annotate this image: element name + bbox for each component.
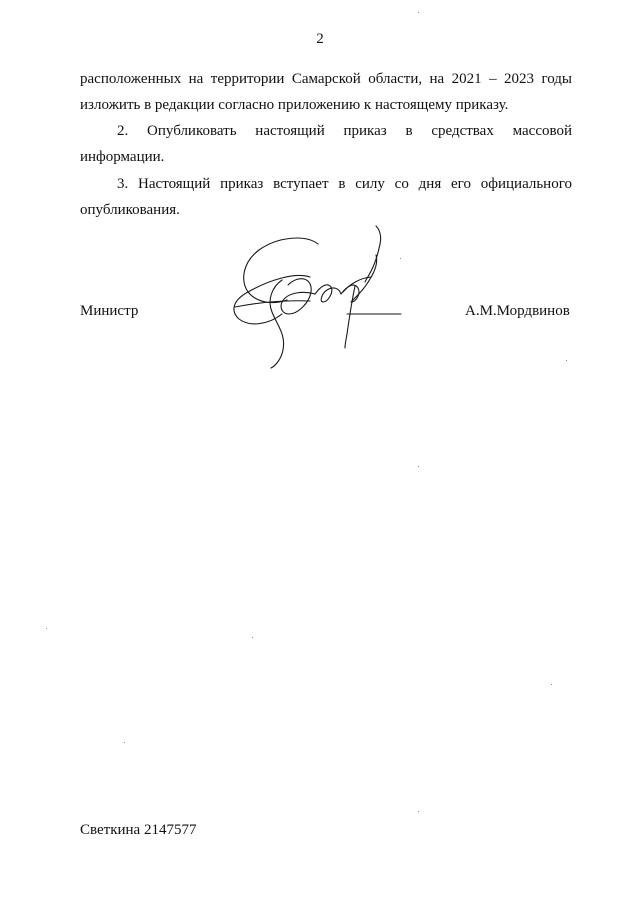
scan-speck [46,628,47,629]
paragraph-2-line-1: 2. Опубликовать настоящий приказ в средствах массовой [117,123,572,139]
scan-speck [551,684,552,685]
scan-speck [400,258,401,259]
paragraph-3-line-1: 3. Настоящий приказ вступает в силу со дня его официального [117,176,572,192]
signatory-name: А.М.Мордвинов [465,303,570,319]
signatory-position: Министр [80,303,139,319]
scan-speck [418,466,419,467]
page-number: 2 [316,31,324,47]
paragraph-1-line-1: расположенных на территории Самарской области, на 2021 – 2023 годы [80,71,572,87]
paragraph-1-line-2: изложить в редакции согласно приложению к настоящему приказу. [80,97,509,113]
executor-contact: Светкина 2147577 [80,822,197,838]
paragraph-3-line-2: опубликования. [80,202,180,218]
scan-speck [252,637,253,638]
paragraph-2-line-2: информации. [80,149,165,165]
handwritten-signature [215,222,415,370]
scan-speck [418,12,419,13]
scan-speck [418,811,419,812]
scan-speck [124,742,125,743]
scan-speck [566,360,567,361]
